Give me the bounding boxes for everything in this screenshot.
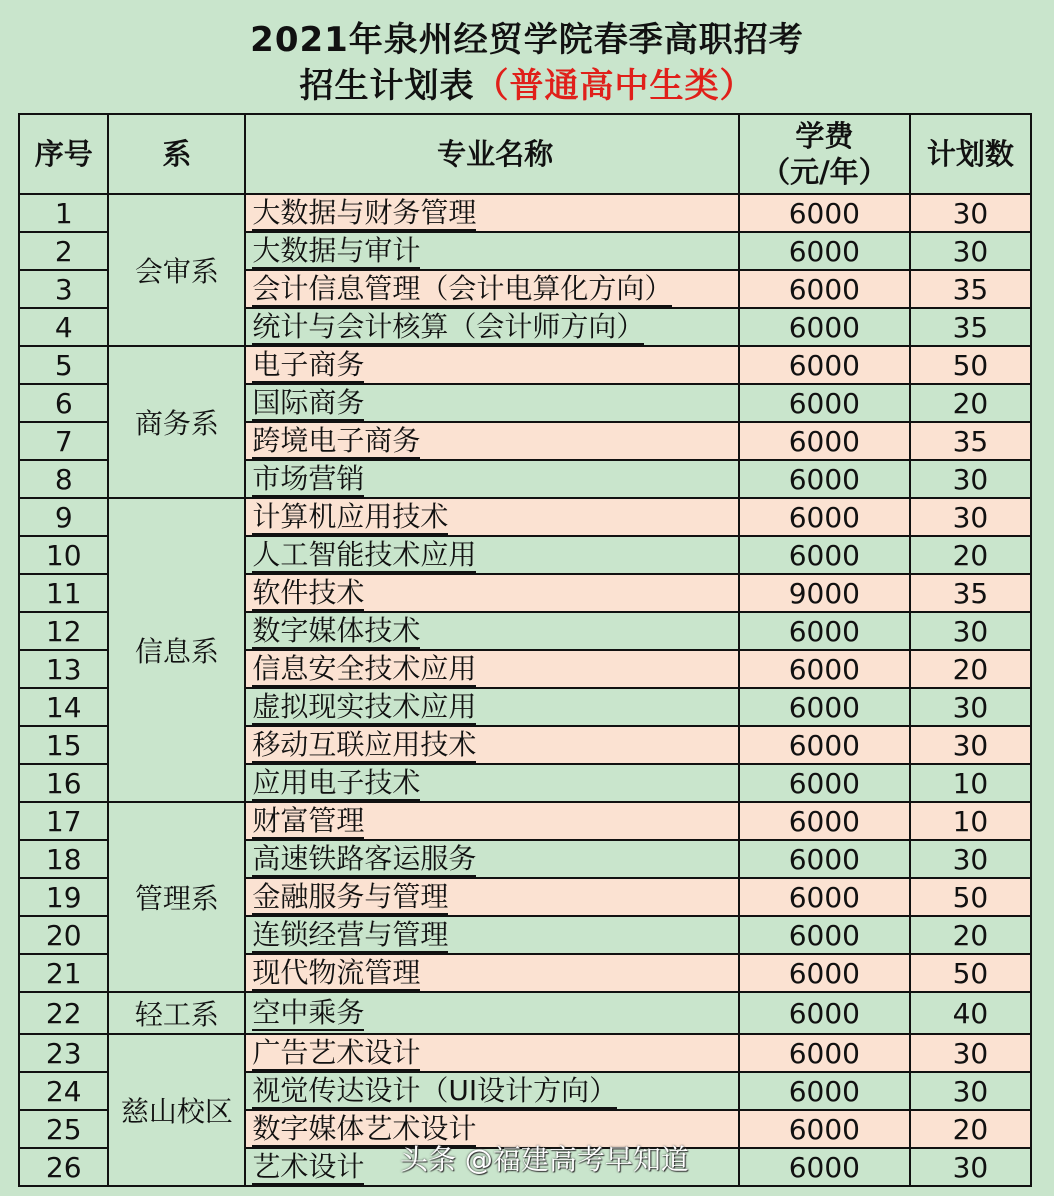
- cell-fee: 6000: [739, 1148, 910, 1186]
- cell-fee: 6000: [739, 1072, 910, 1110]
- cell-major: [245, 308, 739, 346]
- cell-fee: 6000: [739, 346, 910, 384]
- cell-fee: 6000: [739, 384, 910, 422]
- cell-major: [245, 422, 739, 460]
- cell-major: [245, 1034, 739, 1072]
- header-fee: 学费 （元/年）: [739, 114, 910, 194]
- cell-major: [245, 384, 739, 422]
- cell-plan: 30: [910, 840, 1031, 878]
- cell-plan: 20: [910, 916, 1031, 954]
- major-name: 人工智能技术应用: [252, 537, 477, 571]
- cell-plan: 35: [910, 574, 1031, 612]
- cell-fee: 6000: [739, 688, 910, 726]
- major-name: 艺术设计: [252, 1149, 365, 1183]
- cell-plan: 30: [910, 460, 1031, 498]
- cell-fee: 6000: [739, 1034, 910, 1072]
- major-name: 应用电子技术: [252, 765, 421, 799]
- cell-fee: 6000: [739, 1110, 910, 1148]
- major-name: 国际商务: [252, 385, 365, 419]
- cell-fee: 6000: [739, 612, 910, 650]
- cell-major: [245, 232, 739, 270]
- cell-no: 26: [19, 1148, 108, 1186]
- cell-fee: 6000: [739, 536, 910, 574]
- cell-no: 21: [19, 954, 108, 992]
- cell-no: 22: [19, 992, 108, 1034]
- cell-no: 25: [19, 1110, 108, 1148]
- enrollment-plan-table: [18, 113, 1032, 1187]
- header-major: 专业名称: [245, 114, 739, 194]
- cell-major: [245, 194, 739, 232]
- major-name: 移动互联应用技术: [252, 727, 477, 761]
- cell-major: [245, 460, 739, 498]
- cell-fee: 9000: [739, 574, 910, 612]
- cell-major: [245, 346, 739, 384]
- cell-major: [245, 992, 739, 1034]
- cell-no: 19: [19, 878, 108, 916]
- cell-plan: 50: [910, 346, 1031, 384]
- cell-major: [245, 536, 739, 574]
- cell-fee: 6000: [739, 726, 910, 764]
- cell-plan: 20: [910, 536, 1031, 574]
- cell-no: 12: [19, 612, 108, 650]
- cell-plan: 20: [910, 1110, 1031, 1148]
- cell-no: 17: [19, 802, 108, 840]
- cell-dept: 商务系: [108, 346, 245, 498]
- title-main: 招生计划表: [299, 66, 475, 106]
- cell-fee: 6000: [739, 802, 910, 840]
- cell-fee: 6000: [739, 460, 910, 498]
- major-name: 会计信息管理（会计电算化方向）: [252, 271, 673, 305]
- major-name: 大数据与财务管理: [252, 195, 477, 229]
- table-row: [19, 346, 1031, 384]
- cell-fee: 6000: [739, 916, 910, 954]
- cell-major: [245, 612, 739, 650]
- cell-no: 13: [19, 650, 108, 688]
- cell-no: 8: [19, 460, 108, 498]
- major-name: 数字媒体技术: [252, 613, 421, 647]
- major-name: 电子商务: [252, 347, 365, 381]
- major-name: 计算机应用技术: [252, 499, 449, 533]
- cell-fee: 6000: [739, 194, 910, 232]
- cell-major: [245, 802, 739, 840]
- cell-no: 18: [19, 840, 108, 878]
- major-name: 财富管理: [252, 803, 365, 837]
- major-name: 软件技术: [252, 575, 365, 609]
- title-line-1: 2021年泉州经贸学院春季高职招考: [250, 20, 804, 60]
- cell-plan: 30: [910, 688, 1031, 726]
- major-name: 空中乘务: [252, 995, 365, 1029]
- cell-no: 2: [19, 232, 108, 270]
- cell-fee: 6000: [739, 764, 910, 802]
- major-name: 连锁经营与管理: [252, 917, 449, 951]
- cell-no: 1: [19, 194, 108, 232]
- header-plan: 计划数: [910, 114, 1031, 194]
- cell-dept: 管理系: [108, 802, 245, 992]
- cell-fee: 6000: [739, 308, 910, 346]
- cell-plan: 30: [910, 194, 1031, 232]
- cell-fee: 6000: [739, 232, 910, 270]
- table-row: [19, 802, 1031, 840]
- cell-plan: 35: [910, 270, 1031, 308]
- table-row: [19, 992, 1031, 1034]
- cell-dept: 轻工系: [108, 992, 245, 1034]
- title-line-2: [0, 58, 1054, 107]
- cell-no: 5: [19, 346, 108, 384]
- cell-plan: 30: [910, 726, 1031, 764]
- major-name: 广告艺术设计: [252, 1035, 421, 1069]
- major-name: 现代物流管理: [252, 955, 421, 989]
- cell-fee: 6000: [739, 840, 910, 878]
- cell-plan: 10: [910, 802, 1031, 840]
- cell-plan: 30: [910, 612, 1031, 650]
- major-name: 信息安全技术应用: [252, 651, 477, 685]
- major-name: 跨境电子商务: [252, 423, 421, 457]
- major-name: 市场营销: [252, 461, 365, 495]
- cell-major: [245, 764, 739, 802]
- cell-no: 7: [19, 422, 108, 460]
- cell-plan: 35: [910, 422, 1031, 460]
- cell-major: [245, 688, 739, 726]
- cell-major: [245, 840, 739, 878]
- cell-plan: 30: [910, 1148, 1031, 1186]
- major-name: 虚拟现实技术应用: [252, 689, 477, 723]
- major-name: 统计与会计核算（会计师方向）: [252, 309, 645, 343]
- cell-plan: 30: [910, 232, 1031, 270]
- cell-fee: 6000: [739, 422, 910, 460]
- cell-no: 15: [19, 726, 108, 764]
- cell-plan: 10: [910, 764, 1031, 802]
- cell-no: 9: [19, 498, 108, 536]
- cell-fee: 6000: [739, 954, 910, 992]
- cell-no: 3: [19, 270, 108, 308]
- cell-major: [245, 574, 739, 612]
- cell-dept: 信息系: [108, 498, 245, 802]
- cell-major: [245, 878, 739, 916]
- header-dept: 系: [108, 114, 245, 194]
- cell-dept: 慈山校区: [108, 1034, 245, 1186]
- cell-plan: 30: [910, 498, 1031, 536]
- major-name: 金融服务与管理: [252, 879, 449, 913]
- cell-plan: 30: [910, 1034, 1031, 1072]
- cell-no: 16: [19, 764, 108, 802]
- cell-plan: 20: [910, 650, 1031, 688]
- watermark: 头条 @福建高考早知道: [400, 1143, 689, 1176]
- cell-plan: 50: [910, 954, 1031, 992]
- cell-no: 20: [19, 916, 108, 954]
- cell-fee: 6000: [739, 650, 910, 688]
- cell-plan: 50: [910, 878, 1031, 916]
- table-row: [19, 194, 1031, 232]
- cell-no: 4: [19, 308, 108, 346]
- cell-plan: 35: [910, 308, 1031, 346]
- cell-no: 6: [19, 384, 108, 422]
- table-row: [19, 1034, 1031, 1072]
- cell-no: 11: [19, 574, 108, 612]
- cell-fee: 6000: [739, 498, 910, 536]
- cell-major: [245, 270, 739, 308]
- cell-major: [245, 916, 739, 954]
- header-row: [19, 114, 1031, 194]
- cell-fee: 6000: [739, 878, 910, 916]
- major-name: 数字媒体艺术设计: [252, 1111, 477, 1145]
- table-row: [19, 498, 1031, 536]
- major-name: 视觉传达设计（UI设计方向）: [252, 1073, 618, 1107]
- cell-fee: 6000: [739, 992, 910, 1034]
- cell-no: 23: [19, 1034, 108, 1072]
- cell-major: [245, 498, 739, 536]
- cell-dept: 会审系: [108, 194, 245, 346]
- cell-no: 24: [19, 1072, 108, 1110]
- cell-major: [245, 954, 739, 992]
- cell-major: [245, 1072, 739, 1110]
- major-name: 大数据与审计: [252, 233, 421, 267]
- cell-no: 14: [19, 688, 108, 726]
- cell-major: [245, 726, 739, 764]
- header-no: 序号: [19, 114, 108, 194]
- cell-plan: 40: [910, 992, 1031, 1034]
- cell-fee: 6000: [739, 270, 910, 308]
- title-category: （普通高中生类）: [474, 66, 755, 106]
- cell-major: [245, 650, 739, 688]
- cell-plan: 20: [910, 384, 1031, 422]
- cell-plan: 30: [910, 1072, 1031, 1110]
- major-name: 高速铁路客运服务: [252, 841, 477, 875]
- cell-no: 10: [19, 536, 108, 574]
